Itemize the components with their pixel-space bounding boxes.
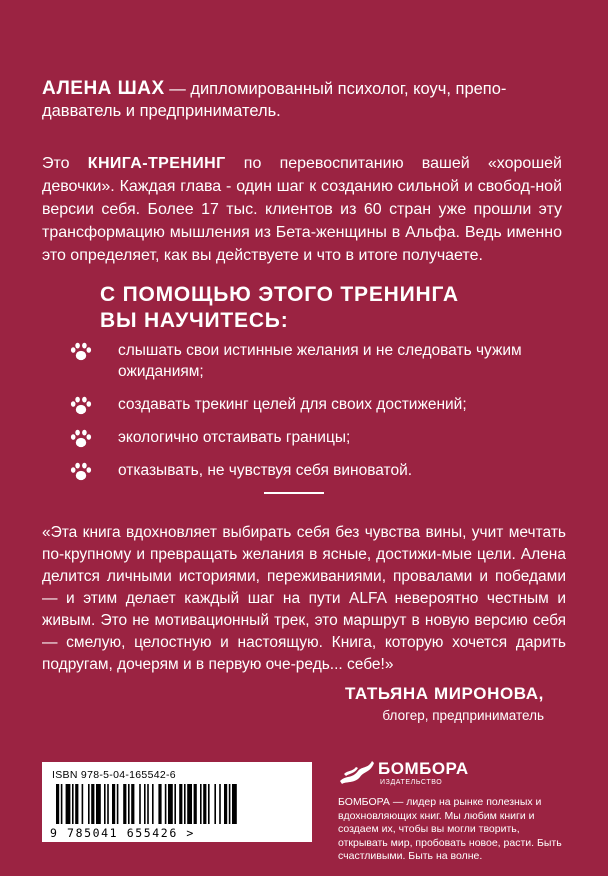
quote-author-role: блогер, предприниматель: [382, 708, 544, 723]
author-intro: [42, 78, 562, 122]
intro-lead: Это: [42, 155, 88, 172]
author-description: — дипломированный психолог, коуч, препо-давватель и предприниматель.: [42, 80, 507, 120]
list-item: [70, 427, 570, 448]
book-intro: [42, 152, 562, 267]
bombora-logo-icon: [338, 757, 378, 785]
quote-author: ТАТЬЯНА МИРОНОВА,: [344, 684, 544, 703]
skills-list: [70, 340, 570, 493]
list-item-text: отказывать, не чувствуя себя виноватой.: [118, 462, 413, 479]
list-item: [70, 460, 570, 481]
testimonial-quote: «Эта книга вдохновляет выбирать себя без чувства вины, учит мечтать по-крупному и превращать желания в ясные, достижи-мые цели. Алена делится личными историями, переживаниями, провалами и победами — и этим делает каждый шаг на пути ALFA невероятно честным и живым. Это не мотивационный трек, это маршрут в новую версию себя — смелую, целостную и настоящую. Книга, которую хочется дарить подругам, дочерям и в первую оче-редь... себе!»: [42, 524, 566, 673]
barcode: [42, 762, 312, 842]
paw-icon: [70, 462, 92, 482]
learn-heading-line1: С ПОМОЩЬЮ ЭТОГО ТРЕНИНГА: [100, 283, 459, 306]
barcode-number: 9 785041 655426 >: [50, 826, 195, 840]
isbn-number: ISBN 978-5-04-165542-6: [52, 769, 176, 781]
section-divider: [264, 492, 324, 494]
list-item-text: создавать трекинг целей для своих достижений;: [118, 396, 467, 413]
paw-icon: [70, 342, 92, 362]
publisher-name: БОМБОРА: [378, 759, 469, 778]
list-item-text: слышать свои истинные желания и не следовать чужим ожиданиям;: [118, 342, 522, 380]
list-item: [70, 394, 570, 415]
list-item-text: экологично отстаивать границы;: [118, 429, 351, 446]
list-item: [70, 340, 570, 382]
publisher-subtitle: ИЗДАТЕЛЬСТВО: [380, 779, 443, 786]
paw-icon: [70, 429, 92, 449]
learn-heading-line2: ВЫ НАУЧИТЕСЬ:: [100, 309, 289, 332]
learn-heading: [100, 282, 459, 334]
intro-text: по перевоспитанию вашей «хорошей девочки». Каждая глава - один шаг к созданию сильной и свобод-ной версии себя. Более 17 тыс. клиентов из 60 стран уже прошли эту трансформацию мышления из Бета-женщины в Альфа. Ведь именно это определяет, как вы действуете и что в итоге получаете.: [42, 155, 562, 264]
intro-bold: КНИГА-ТРЕНИНГ: [87, 155, 226, 172]
barcode-bars: [56, 784, 302, 824]
publisher-description: БОМБОРА — лидер на рынке полезных и вдохновляющих книг. Мы любим книги и создаем их, чтобы вы могли творить, открывать мир, пробовать новое, расти. Быть счастливыми. Быть на волне.: [338, 796, 562, 862]
author-name: АЛЕНА ШАХ: [42, 78, 165, 99]
paw-icon: [70, 396, 92, 416]
